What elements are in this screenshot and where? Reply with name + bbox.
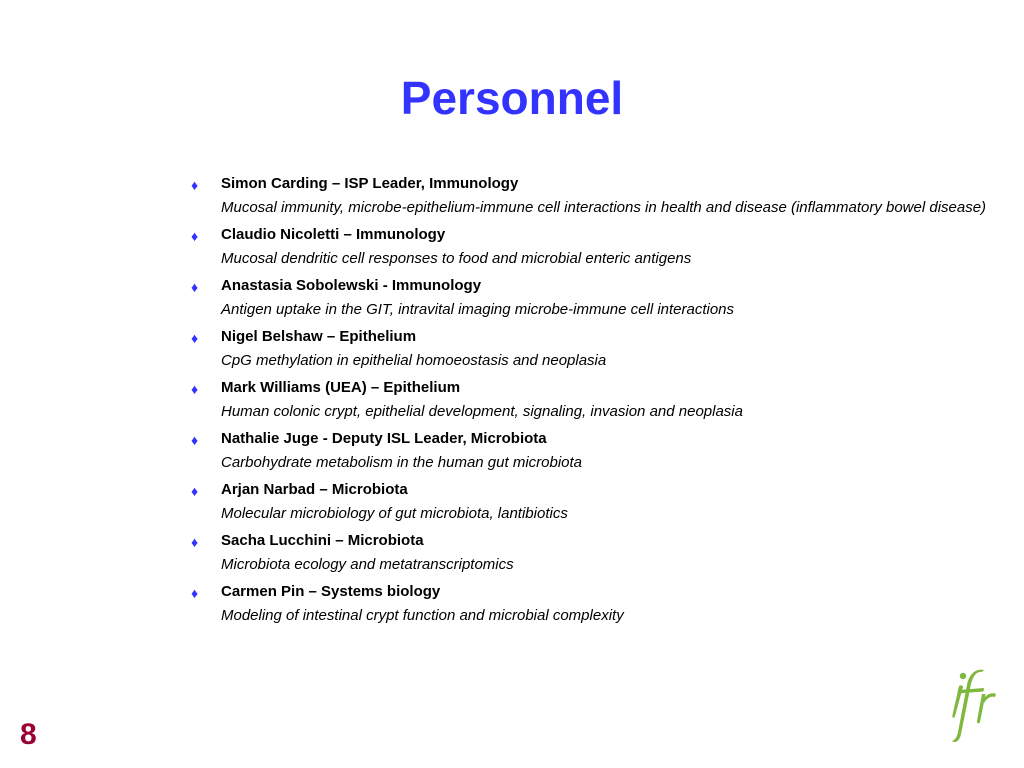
list-item — [188, 172, 988, 218]
person-name: Arjan Narbad – Microbiota — [221, 481, 408, 498]
research-description: Antigen uptake in the GIT, intravital imaging microbe-immune cell interactions — [221, 301, 735, 318]
diamond-icon: ♦ — [191, 279, 199, 295]
diamond-icon: ♦ — [191, 483, 199, 499]
person-name: Claudio Nicoletti – Immunology — [221, 226, 446, 243]
research-description: CpG methylation in epithelial homoeostasis and neoplasia — [221, 352, 607, 369]
list-item — [188, 274, 988, 320]
person-name: Nigel Belshaw – Epithelium — [221, 328, 417, 345]
list-item — [188, 580, 988, 626]
person-name: Carmen Pin – Systems biology — [221, 583, 441, 600]
research-description: Microbiota ecology and metatranscriptomics — [221, 556, 514, 573]
diamond-icon: ♦ — [191, 534, 199, 550]
research-description: Modeling of intestinal crypt function and microbial complexity — [221, 607, 624, 624]
list-item — [188, 376, 988, 422]
person-name: Sacha Lucchini – Microbiota — [221, 532, 424, 549]
list-item — [188, 325, 988, 371]
diamond-icon: ♦ — [191, 330, 199, 346]
person-name: Nathalie Juge - Deputy ISL Leader, Microbiota — [221, 430, 547, 447]
list-item — [188, 427, 988, 473]
research-description: Carbohydrate metabolism in the human gut microbiota — [221, 454, 583, 471]
personnel-list — [188, 172, 988, 631]
slide-title: Personnel — [400, 72, 624, 124]
diamond-icon: ♦ — [191, 381, 199, 397]
list-item — [188, 478, 988, 524]
research-description: Mucosal dendritic cell responses to food and microbial enteric antigens — [221, 250, 692, 267]
ifr-logo — [940, 668, 1006, 748]
list-item — [188, 529, 988, 575]
page-number: 8 — [20, 718, 37, 751]
person-name: Anastasia Sobolewski - Immunology — [221, 277, 482, 294]
research-description: Human colonic crypt, epithelial development, signaling, invasion and neoplasia — [221, 403, 743, 420]
list-item — [188, 223, 988, 269]
research-description: Molecular microbiology of gut microbiota, lantibiotics — [221, 505, 568, 522]
research-description: Mucosal immunity, microbe-epithelium-immune cell interactions in health and disease (inflammatory bowel disease) — [221, 199, 987, 216]
diamond-icon: ♦ — [191, 432, 199, 448]
diamond-icon: ♦ — [191, 177, 199, 193]
person-name: Simon Carding – ISP Leader, Immunology — [221, 175, 519, 192]
diamond-icon: ♦ — [191, 585, 199, 601]
person-name: Mark Williams (UEA) – Epithelium — [221, 379, 461, 396]
diamond-icon: ♦ — [191, 228, 199, 244]
